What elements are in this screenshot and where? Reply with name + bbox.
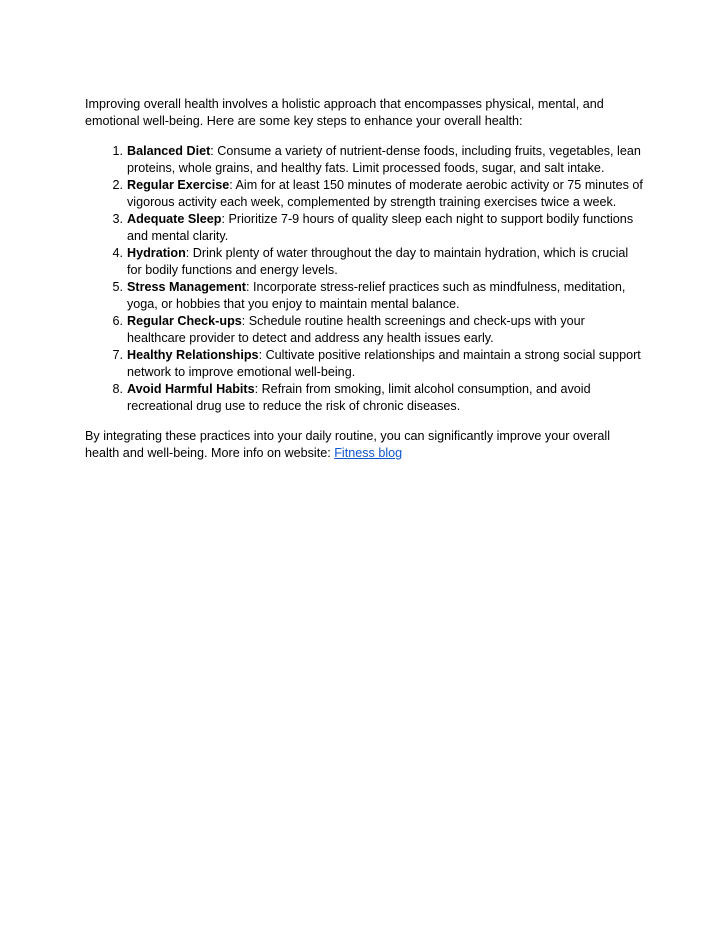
fitness-blog-link[interactable]: Fitness blog <box>334 446 403 460</box>
closing-paragraph <box>85 428 645 462</box>
list-item-title: Stress Management <box>127 280 246 294</box>
intro-paragraph: Improving overall health involves a holistic approach that encompasses physical, mental, and emotional well-being. Here are some key steps to enhance your overall health: <box>85 97 604 128</box>
list-item <box>85 143 645 177</box>
list-item-text: : Refrain from smoking, limit alcohol consumption, and avoid recreational drug use to reduce the risk of chronic diseases. <box>127 382 591 413</box>
list-item-text: : Aim for at least 150 minutes of moderate aerobic activity or 75 minutes of vigorous activity each week, complemented by strength training exercises twice a week. <box>127 178 643 209</box>
list-item <box>85 211 645 245</box>
list-item <box>85 279 645 313</box>
list-item-title: Adequate Sleep <box>127 212 222 226</box>
list-item-title: Healthy Relationships <box>127 348 259 362</box>
list-item-number: 2. <box>112 178 123 192</box>
list-item-number: 3. <box>112 212 123 226</box>
list-item <box>85 347 645 381</box>
list-item <box>85 313 645 347</box>
list-item <box>85 245 645 279</box>
list-item-text: : Drink plenty of water throughout the day to maintain hydration, which is crucial for bodily functions and energy levels. <box>127 246 629 277</box>
list-item-text: : Prioritize 7-9 hours of quality sleep each night to support bodily functions and mental clarity. <box>127 212 634 243</box>
list-item-title: Avoid Harmful Habits <box>127 382 255 396</box>
list-item-title: Hydration <box>127 246 186 260</box>
list-item-text: : Incorporate stress-relief practices such as mindfulness, meditation, yoga, or hobbies that you enjoy to maintain mental balance. <box>127 280 626 311</box>
list-item-number: 1. <box>112 144 123 158</box>
list-item-title: Regular Check-ups <box>127 314 242 328</box>
list-item-title: Balanced Diet <box>127 144 211 158</box>
list-item-text: : Consume a variety of nutrient-dense foods, including fruits, vegetables, lean proteins, whole grains, and healthy fats. Limit processed foods, sugar, and salt intake. <box>127 144 641 175</box>
list-item-number: 7. <box>112 348 123 362</box>
list-item <box>85 177 645 211</box>
list-item-number: 5. <box>112 280 123 294</box>
list-item-text: : Cultivate positive relationships and maintain a strong social support network to improve emotional well-being. <box>127 348 641 379</box>
list-item <box>85 381 645 415</box>
list-item-number: 4. <box>112 246 123 260</box>
health-steps-list <box>85 143 645 415</box>
list-item-text: : Schedule routine health screenings and check-ups with your healthcare provider to detect and address any health issues early. <box>127 314 585 345</box>
list-item-title: Regular Exercise <box>127 178 230 192</box>
closing-text: By integrating these practices into your daily routine, you can significantly improve your overall health and well-being. More info on website: <box>85 429 611 460</box>
document-body <box>85 96 645 462</box>
list-item-number: 8. <box>112 382 123 396</box>
list-item-number: 6. <box>112 314 123 328</box>
